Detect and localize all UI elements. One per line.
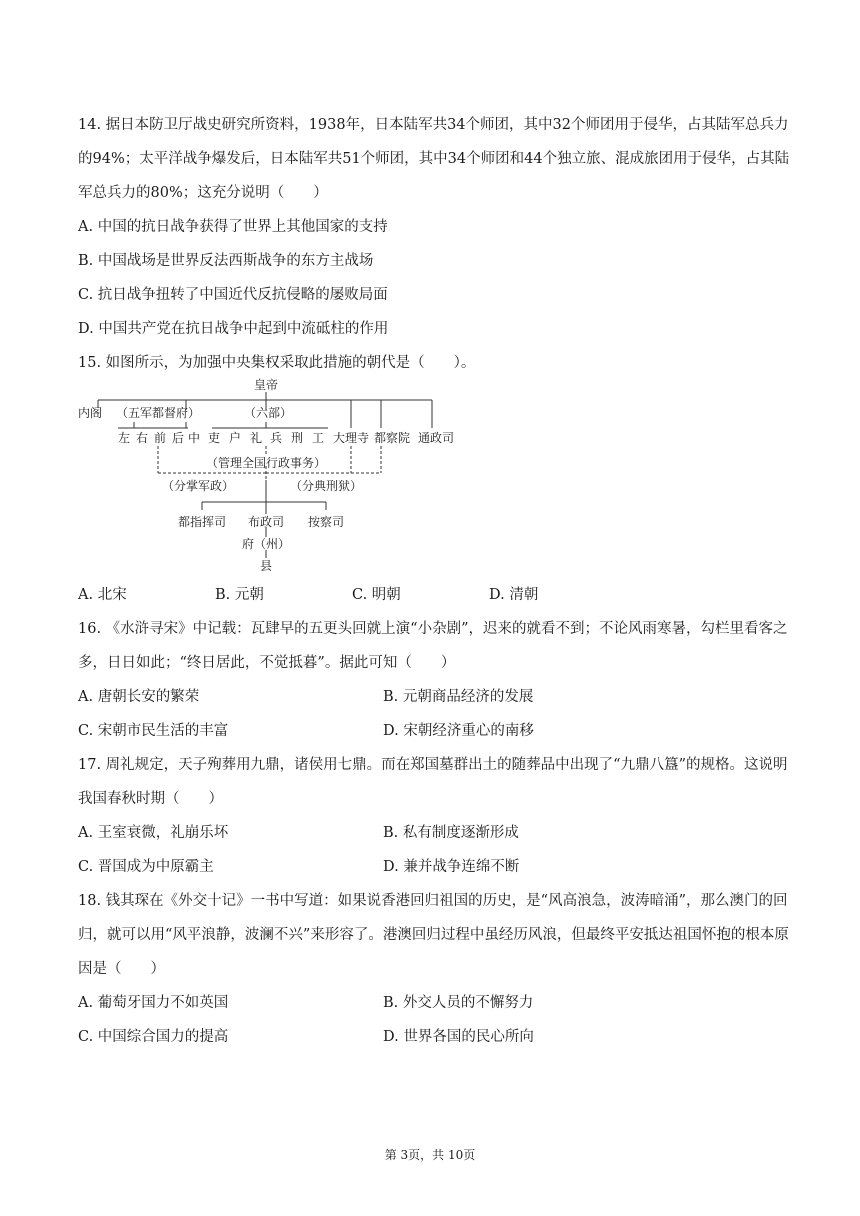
question-text: 据日本防卫厅战史研究所资料，1938年，日本陆军共34个师团，其中32个师团用于侵华，占其陆军总兵力的94%；太平洋战争爆发后，日本陆军共51个师团，其中34个师团和44个独立旅、混成旅团用于侵华，占其陆军总兵力的80%；这充分说明（ ） bbox=[78, 117, 790, 201]
gongbu: 工 bbox=[311, 431, 325, 445]
question-17 bbox=[78, 748, 790, 884]
question-14-stem bbox=[78, 108, 790, 210]
wujun-center: 中 bbox=[187, 431, 201, 445]
bingbu: 兵 bbox=[269, 431, 283, 445]
option-b: B. 元朝 bbox=[215, 587, 264, 603]
question-text: 如图所示，为加强中央集权采取此措施的朝代是（ ）。 bbox=[105, 355, 476, 371]
option-a: A. 葡萄牙国力不如英国 bbox=[78, 995, 229, 1011]
question-16-stem bbox=[78, 612, 790, 680]
guanli-label: （管理全国行政事务） bbox=[205, 456, 327, 470]
question-18 bbox=[78, 884, 790, 1054]
option-a: A. 中国的抗日战争获得了世界上其他国家的支持 bbox=[78, 219, 388, 235]
option-b: B. 中国战场是世界反法西斯战争的东方主战场 bbox=[78, 253, 374, 269]
hubu: 户 bbox=[228, 431, 242, 445]
option-c: C. 中国综合国力的提高 bbox=[78, 1029, 229, 1045]
page-number-footer: 第 3页，共 10页 bbox=[384, 1148, 476, 1162]
option-d: D. 宋朝经济重心的南移 bbox=[383, 723, 534, 739]
tongzhengsi-label: 通政司 bbox=[417, 431, 455, 445]
option-c: C. 宋朝市民生活的丰富 bbox=[78, 723, 229, 739]
question-15-options bbox=[78, 578, 790, 612]
question-18-stem bbox=[78, 884, 790, 986]
question-number: 15. bbox=[78, 355, 102, 371]
option-d: D. 清朝 bbox=[489, 587, 539, 603]
duchayuan-label: 都察院 bbox=[373, 431, 411, 445]
emperor-label: 皇帝 bbox=[253, 378, 279, 392]
wujun-group-label: （五军都督府） bbox=[116, 406, 201, 420]
option-b: B. 私有制度逐渐形成 bbox=[383, 825, 519, 841]
option-d: D. 世界各国的民心所向 bbox=[383, 1029, 534, 1045]
option-b: B. 元朝商品经济的发展 bbox=[383, 689, 534, 705]
fendian-label: （分典刑狱） bbox=[289, 479, 363, 493]
question-text: 周礼规定，天子殉葬用九鼎，诸侯用七鼎。而在郑国墓群出土的随葬品中出现了“九鼎八簋”的规格。这说明我国春秋时期（ ） bbox=[78, 757, 788, 807]
ming-government-structure-diagram bbox=[76, 376, 466, 576]
option-b: B. 外交人员的不懈努力 bbox=[383, 995, 534, 1011]
option-d: D. 兼并战争连绵不断 bbox=[383, 859, 520, 875]
wujun-left: 左 bbox=[117, 431, 131, 445]
xingbu: 刑 bbox=[290, 431, 304, 445]
question-number: 16. bbox=[78, 621, 102, 637]
duzhihuisi-label: 都指挥司 bbox=[177, 515, 227, 529]
option-a: A. 北宋 bbox=[78, 587, 127, 603]
liubu-group-label: （六部） bbox=[244, 406, 293, 420]
libu-rites: 礼 bbox=[249, 431, 263, 445]
buzhengsi-label: 布政司 bbox=[247, 515, 285, 529]
libu-personnel: 吏 bbox=[207, 431, 221, 445]
xian-label: 县 bbox=[259, 559, 273, 573]
fu-zhou-label: 府（州） bbox=[241, 537, 291, 551]
wujun-rear: 后 bbox=[171, 431, 185, 445]
question-15 bbox=[78, 346, 790, 380]
dalisi-label: 大理寺 bbox=[332, 431, 370, 445]
wujun-front: 前 bbox=[153, 431, 167, 445]
option-d: D. 中国共产党在抗日战争中起到中流砥柱的作用 bbox=[78, 321, 389, 337]
question-number: 17. bbox=[78, 757, 102, 773]
question-number: 18. bbox=[78, 893, 102, 909]
option-c: C. 明朝 bbox=[352, 587, 401, 603]
option-a: A. 王室衰微，礼崩乐坏 bbox=[78, 825, 229, 841]
question-16 bbox=[78, 612, 790, 748]
option-c: C. 晋国成为中原霸主 bbox=[78, 859, 214, 875]
question-text: 钱其琛在《外交十记》一书中写道：如果说香港回归祖国的历史，是“风高浪急，波涛暗涌”，那么澳门的回归，就可以用“风平浪静，波澜不兴”来形容了。港澳回归过程中虽经历风浪，但最终平安抵达祖国怀抱的根本原因是（ ） bbox=[78, 893, 789, 977]
neige-label: 内阁 bbox=[78, 406, 103, 420]
option-a: A. 唐朝长安的繁荣 bbox=[78, 689, 200, 705]
anchasi-label: 按察司 bbox=[307, 515, 345, 529]
question-14 bbox=[78, 108, 790, 346]
question-17-stem bbox=[78, 748, 790, 816]
question-number: 14. bbox=[78, 117, 102, 133]
fenzhang-label: （分掌军政） bbox=[161, 479, 235, 493]
question-text: 《水浒寻宋》中记载：瓦肆早的五更头回就上演“小杂剧”，迟来的就看不到；不论风雨寒暑，勾栏里看客之多，日日如此；“终日居此，不觉抵暮”。据此可知（ ） bbox=[78, 621, 788, 671]
option-c: C. 抗日战争扭转了中国近代反抗侵略的屡败局面 bbox=[78, 287, 388, 303]
question-15-stem bbox=[78, 346, 790, 380]
wujun-right: 右 bbox=[135, 431, 149, 445]
